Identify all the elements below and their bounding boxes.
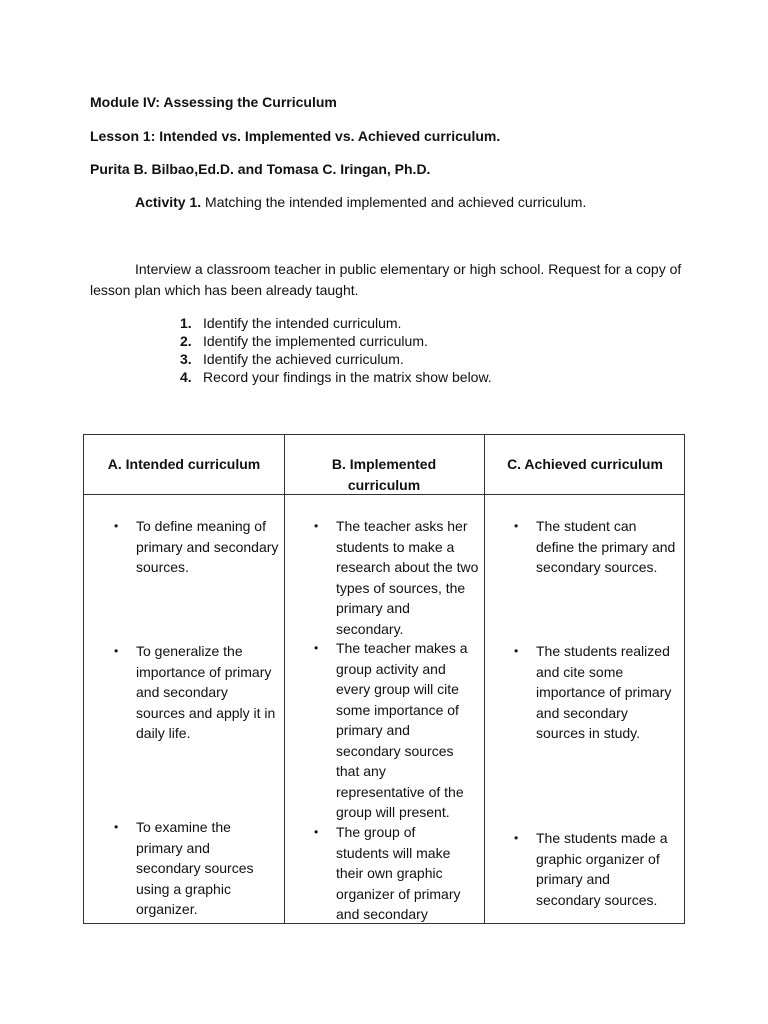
implemented-text: The teacher asks her students to make a research about the two types of sources, the primary and secondary.: [336, 518, 479, 637]
activity-text: Matching the intended implemented and achieved curriculum.: [201, 194, 587, 210]
achieved-text: The student can define the primary and secondary sources.: [536, 518, 676, 575]
module-title: Module IV: Assessing the Curriculum: [90, 94, 337, 110]
header-achieved: C. Achieved curriculum: [507, 456, 663, 472]
implemented-item: [314, 516, 479, 639]
steps-list: [180, 314, 492, 386]
step-text: Identify the intended curriculum.: [203, 315, 402, 331]
achieved-item: [514, 641, 676, 744]
activity-label: Activity 1.: [135, 194, 202, 210]
intended-text: To generalize the importance of primary and secondary sources and apply it in daily life.: [136, 643, 276, 741]
bullet-icon: •: [114, 820, 119, 834]
step-text: Identify the implemented curriculum.: [203, 333, 428, 349]
lesson-title: Lesson 1: Intended vs. Implemented vs. Achieved curriculum.: [90, 128, 501, 144]
step-item: [180, 332, 492, 350]
bullet-icon: •: [514, 519, 519, 533]
achieved-text: The students realized and cite some importance of primary and secondary sources in study.: [536, 643, 672, 741]
step-number: 4.: [180, 369, 192, 385]
achieved-item: [514, 828, 676, 910]
bullet-icon: •: [114, 644, 119, 658]
header-intended: A. Intended curriculum: [107, 456, 261, 472]
intended-item: [114, 817, 256, 920]
bullet-icon: •: [314, 641, 319, 655]
step-item: [180, 314, 492, 332]
bullet-icon: •: [514, 644, 519, 658]
achieved-text: The students made a graphic organizer of primary and secondary sources.: [536, 830, 668, 908]
column-divider: [284, 435, 285, 923]
step-text: Identify the achieved curriculum.: [203, 351, 404, 367]
instructions-paragraph: Interview a classroom teacher in public elementary or high school. Request for a copy of lesson plan which has been already taught.: [90, 261, 682, 298]
header-implemented: B. Implemented curriculum: [331, 456, 437, 493]
step-item: [180, 350, 492, 368]
step-number: 2.: [180, 333, 192, 349]
authors: Purita B. Bilbao,Ed.D. and Tomasa C. Iringan, Ph.D.: [90, 161, 431, 177]
bullet-icon: •: [114, 519, 119, 533]
activity-line: [135, 194, 586, 210]
bullet-icon: •: [314, 825, 319, 839]
intended-text: To define meaning of primary and secondary sources.: [136, 518, 279, 575]
step-number: 3.: [180, 351, 192, 367]
implemented-text: The teacher makes a group activity and every group will cite some importance of primary and secondary sources that any representative of the group will present.: [336, 640, 468, 820]
curriculum-matrix: [83, 434, 685, 924]
bullet-icon: •: [514, 831, 519, 845]
column-divider: [484, 435, 485, 923]
implemented-item: [314, 822, 466, 922]
bullet-icon: •: [314, 519, 319, 533]
achieved-item: [514, 516, 676, 578]
step-item: [180, 368, 492, 386]
implemented-text: The group of students will make their own graphic organizer of primary and secondary: [336, 824, 461, 922]
intended-item: [114, 516, 282, 578]
step-text: Record your findings in the matrix show below.: [203, 369, 492, 385]
intended-item: [114, 641, 276, 744]
step-number: 1.: [180, 315, 192, 331]
intended-text: To examine the primary and secondary sources using a graphic organizer.: [136, 819, 254, 917]
implemented-item: [314, 638, 474, 823]
